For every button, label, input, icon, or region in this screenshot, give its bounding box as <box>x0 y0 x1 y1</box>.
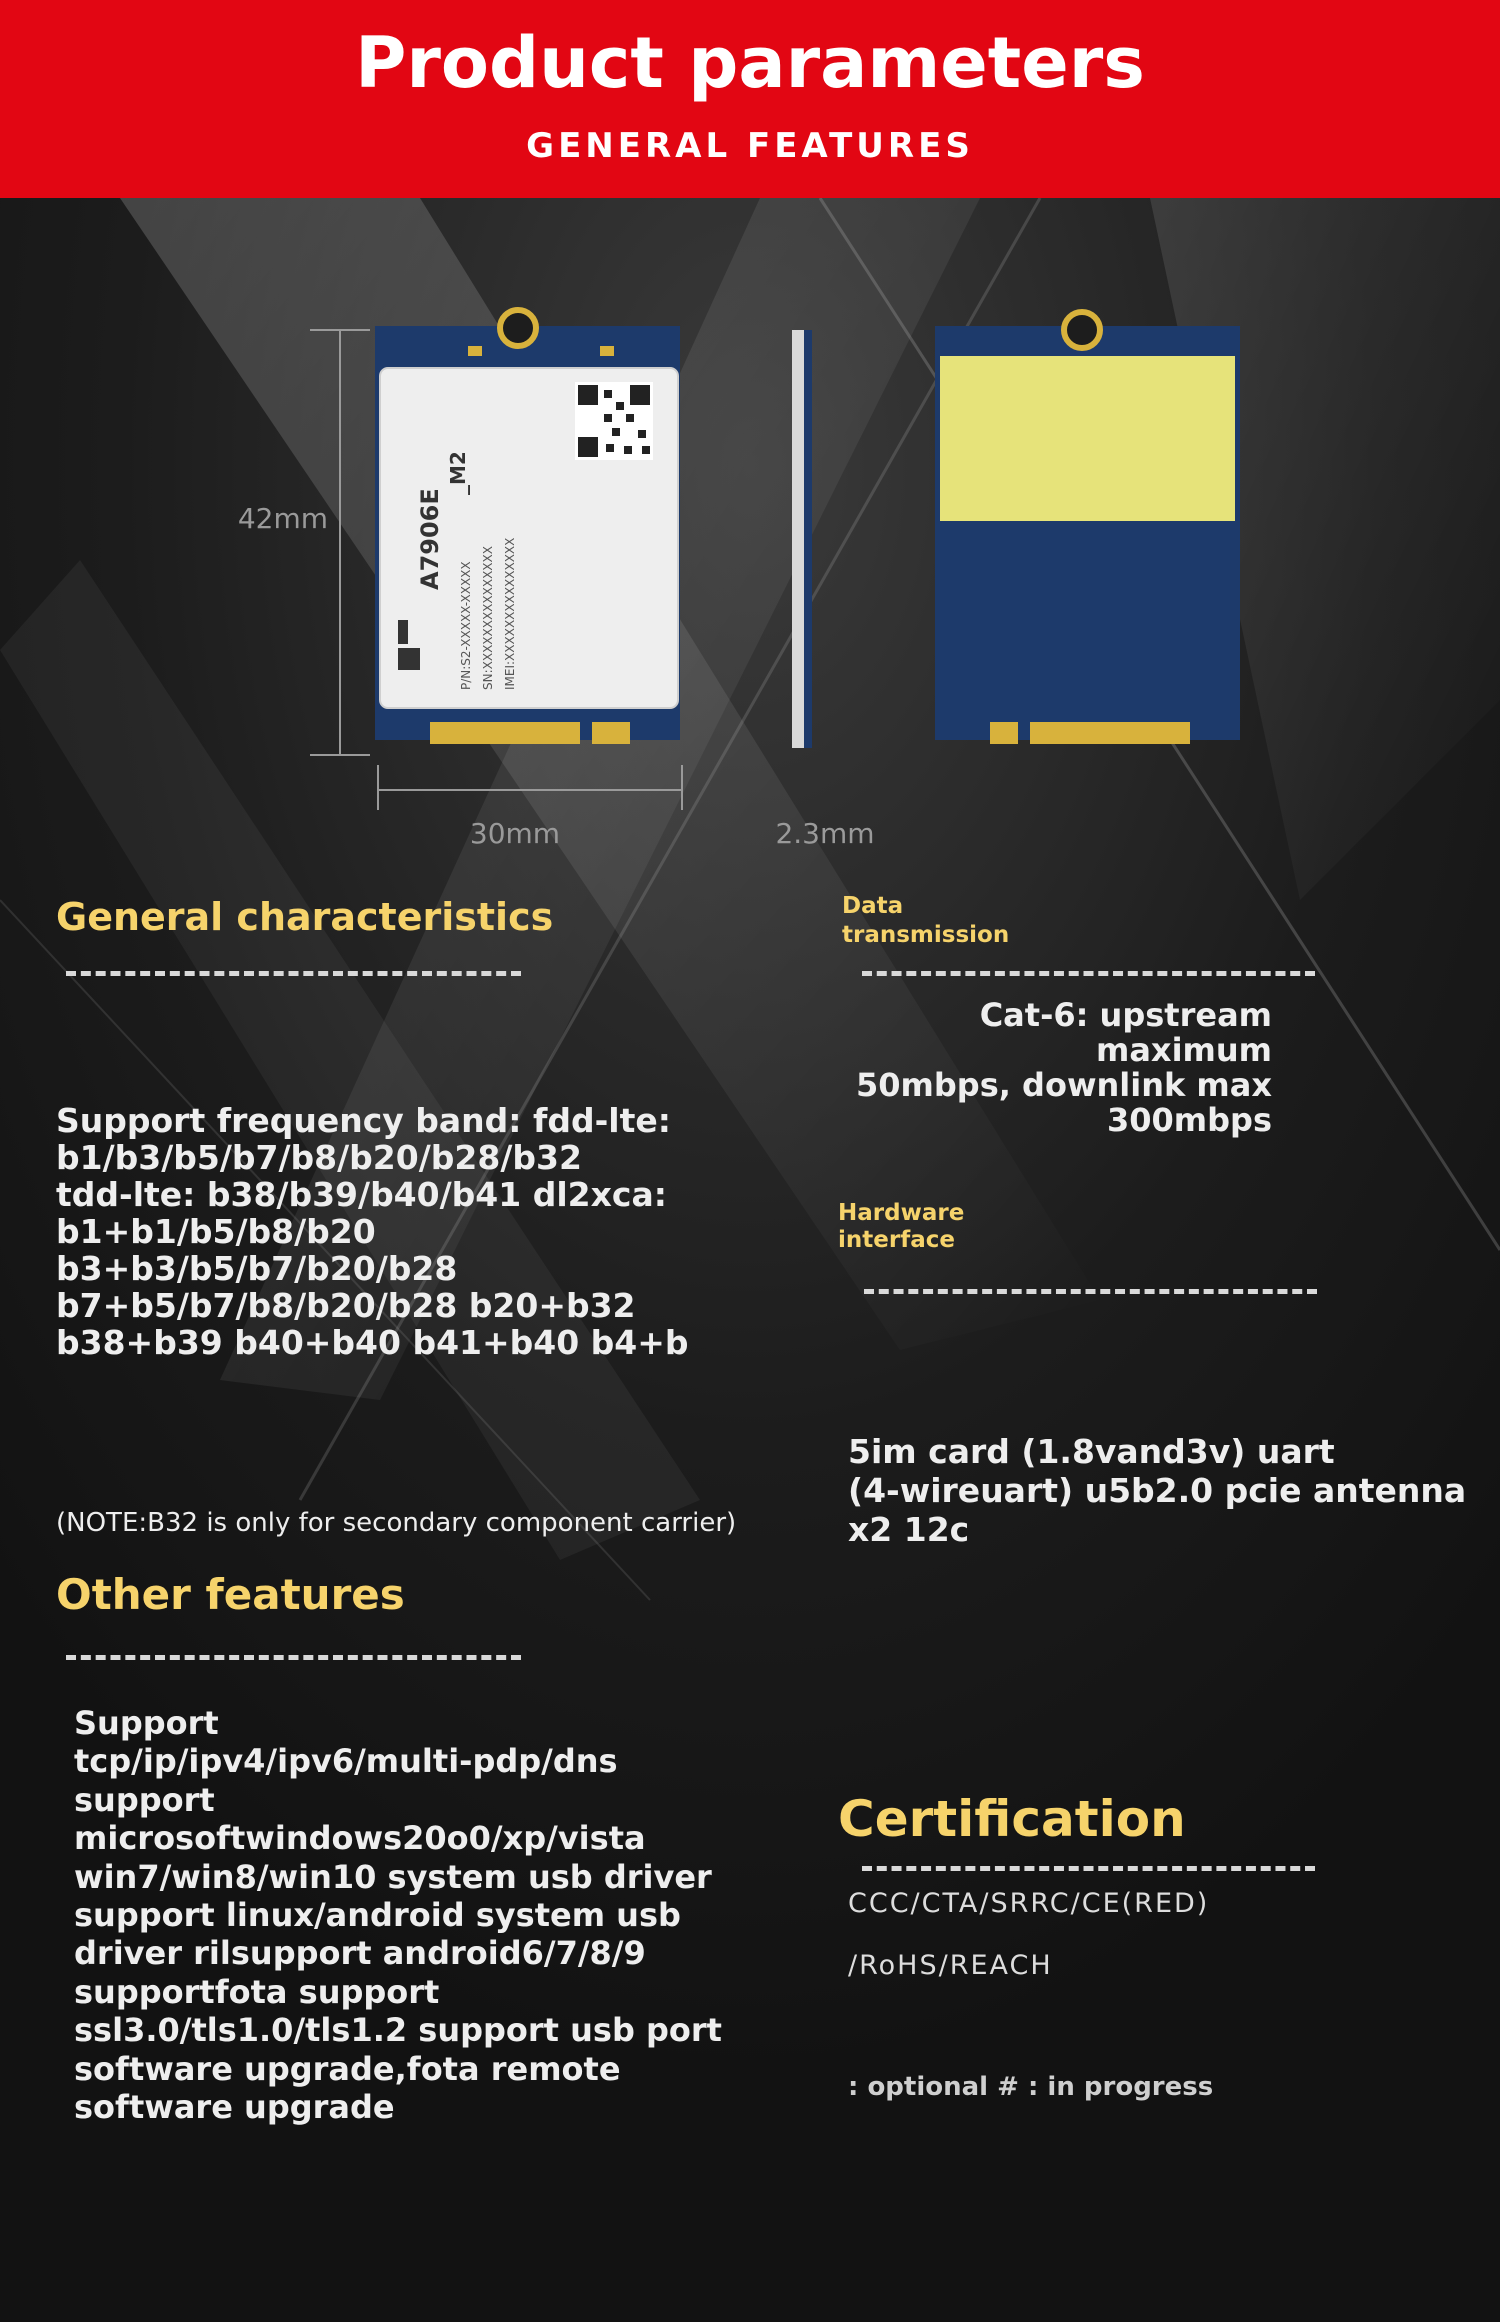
bands-line: b1+b1/b5/b8/b20 <box>56 1212 376 1251</box>
hardware-heading-line: interface <box>838 1227 955 1253</box>
certification-heading: Certification <box>838 1790 1186 1848</box>
data-transmission-text <box>800 998 1272 1138</box>
data-transmission-heading-line: transmission <box>842 922 1010 948</box>
module-front <box>375 310 680 744</box>
data-transmission-line: Cat-6: upstream maximum <box>979 996 1272 1069</box>
module-model-suffix: _M2 <box>446 451 470 495</box>
other-features-line: software upgrade,fota remote <box>74 2049 621 2088</box>
module-pn-label: P/N:S2-XXXXX-XXXXX <box>459 561 473 690</box>
hardware-line: x2 12c <box>848 1510 970 1549</box>
other-features-divider <box>66 1655 521 1660</box>
certification-line: CCC/CTA/SRRC/CE(RED) <box>848 1888 1210 1919</box>
data-transmission-line: 50mbps, downlink max <box>856 1066 1272 1104</box>
other-features-line: win7/win8/win10 system usb driver <box>74 1857 712 1896</box>
module-back <box>935 312 1240 744</box>
hardware-heading <box>838 1200 964 1254</box>
bands-line: Support frequency band: fdd-lte: <box>56 1101 671 1140</box>
hardware-divider <box>864 1289 1317 1294</box>
general-divider <box>66 971 521 976</box>
bands-list <box>56 1102 689 1361</box>
product-image <box>0 198 1500 898</box>
certification-divider <box>862 1866 1315 1871</box>
other-features-line: support linux/android system usb <box>74 1896 681 1935</box>
other-features-line: Support <box>74 1704 219 1742</box>
certification-line: /RoHS/REACH <box>848 1950 1053 1981</box>
module-imei-label: IMEI:XXXXXXXXXXXXXXX <box>503 537 517 690</box>
certification-footnote: : optional # : in progress <box>848 2072 1214 2102</box>
thickness-dimension-label: 2.3mm <box>775 817 875 850</box>
bands-line: b38+b39 b40+b40 b41+b40 b4+b <box>56 1323 689 1362</box>
other-features-line: ssl3.0/tls1.0/tls1.2 support usb port <box>74 2011 722 2050</box>
module-side <box>792 330 812 748</box>
other-features-line: support <box>74 1780 215 1819</box>
page-subtitle: GENERAL FEATURES <box>526 126 974 166</box>
other-features-line: supportfota support <box>74 1972 440 2011</box>
bands-line: b3+b3/b5/b7/b20/b28 <box>56 1249 458 1288</box>
other-features-line: microsoftwindows20o0/xp/vista <box>74 1819 646 1858</box>
other-features-text <box>74 1704 722 2126</box>
band-note: (NOTE:B32 is only for secondary component carrier) <box>56 1508 737 1538</box>
height-dimension-label: 42mm <box>237 502 328 535</box>
bands-line: b1/b3/b5/b7/b8/b20/b28/b32 <box>56 1138 582 1177</box>
hardware-line: 5im card (1.8vand3v) uart <box>848 1432 1335 1471</box>
module-model-label: A7906E <box>416 488 444 590</box>
general-heading: General characteristics <box>56 895 554 939</box>
other-features-heading: Other features <box>56 1570 405 1619</box>
header-banner <box>0 0 1500 198</box>
width-dimension-label: 30mm <box>469 817 561 850</box>
other-features-line: software upgrade <box>74 2088 395 2127</box>
data-transmission-heading-line: Data <box>842 893 904 919</box>
bands-line: tdd-lte: b38/b39/b40/b41 dl2xca: <box>56 1175 667 1214</box>
module-sn-label: SN:XXXXXXXXXXXXXXX <box>481 546 495 690</box>
hardware-line: (4-wireuart) u5b2.0 pcie antenna <box>848 1471 1467 1510</box>
hardware-text <box>848 1432 1466 1549</box>
data-transmission-divider <box>862 971 1315 976</box>
data-transmission-heading <box>842 892 1009 950</box>
page-title: Product parameters <box>355 22 1145 104</box>
other-features-line: driver rilsupport android6/7/8/9 <box>74 1934 646 1973</box>
bands-line: b7+b5/b7/b8/b20/b28 b20+b32 <box>56 1286 636 1325</box>
data-transmission-line: 300mbps <box>1107 1101 1272 1139</box>
qr-code-icon <box>575 382 653 460</box>
other-features-line: tcp/ip/ipv4/ipv6/multi-pdp/dns <box>74 1742 618 1781</box>
hardware-heading-line: Hardware <box>838 1200 965 1226</box>
